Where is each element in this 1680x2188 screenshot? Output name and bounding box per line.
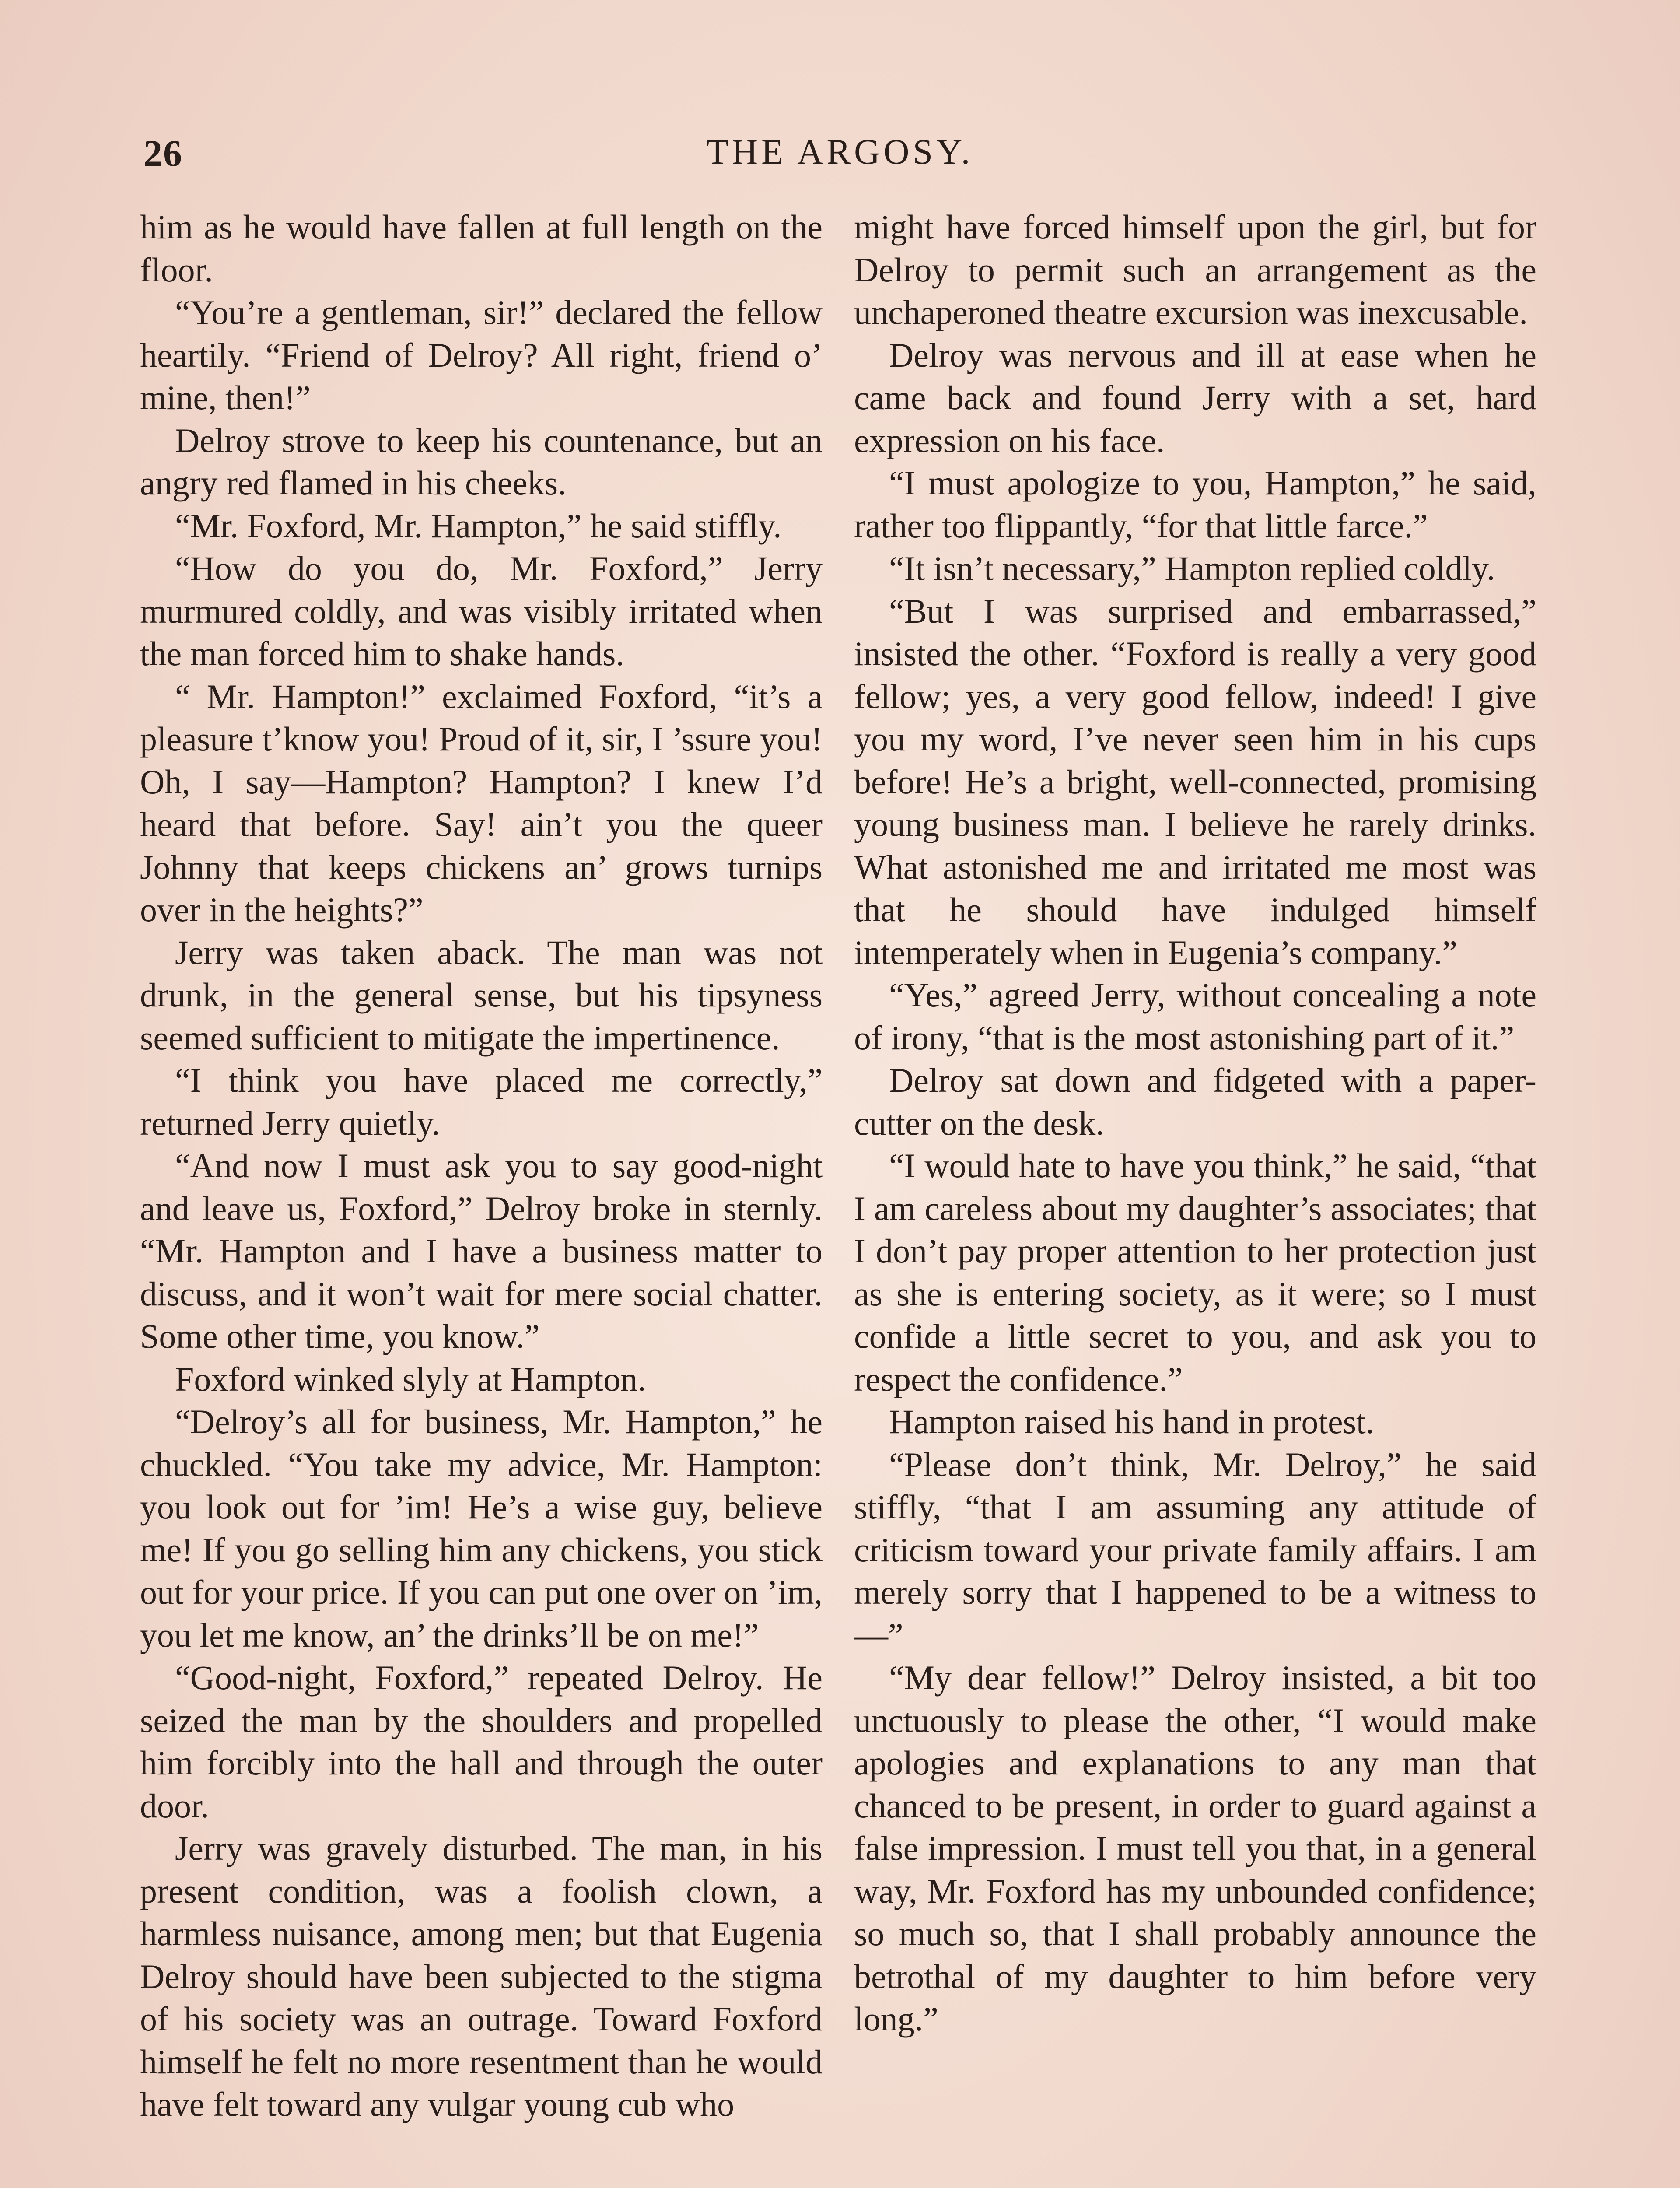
paragraph: “Mr. Foxford, Mr. Hampton,” he said stiffly. bbox=[175, 506, 782, 545]
paragraph: “But I was surprised and embarrassed,” insisted the other. “Foxford is really a very good fellow; yes, a very good fellow, indeed! I give you my word, I’ve never seen him in his cups before! He’s a bright, well-connected, promising young business man. I believe he rarely drinks. What astonished me and irritated me most was that he should have indulged himself intemperately when in Eugenia’s company.” bbox=[854, 592, 1536, 971]
paragraph: Jerry was taken aback. The man was not drunk, in the general sense, but his tipsyness seemed sufficient to mitigate the impertinence. bbox=[140, 933, 822, 1057]
paragraph: “I would hate to have you think,” he said, “that I am careless about my daughter’s associates; that I don’t pay proper attention to her protection just as she is entering society, as it were; so I must confide a little secret to you, and ask you to respect the confidence.” bbox=[854, 1147, 1536, 1398]
left-column bbox=[140, 206, 822, 2126]
running-head bbox=[140, 131, 1540, 184]
paragraph: “It isn’t necessary,” Hampton replied coldly. bbox=[889, 549, 1495, 587]
paragraph: Hampton raised his hand in protest. bbox=[889, 1403, 1375, 1441]
paragraph: “Yes,” agreed Jerry, without concealing a note of irony, “that is the most astonishing part of it.” bbox=[854, 976, 1536, 1057]
paragraph: “I must apologize to you, Hampton,” he said, rather too flippantly, “for that little farce.” bbox=[854, 464, 1536, 545]
paragraph: “My dear fellow!” Delroy insisted, a bit too unctuously to please the other, “I would make apologies and explanations to any man that chanced to be present, in order to guard against a false impression. I must tell you that, in a general way, Mr. Foxford has my unbounded confidence; so much so, that I shall probably announce the betrothal of my daughter to him before very long.” bbox=[854, 1659, 1536, 2038]
paragraph: Delroy sat down and fidgeted with a paper-cutter on the desk. bbox=[854, 1061, 1536, 1142]
right-column bbox=[854, 206, 1536, 2041]
paragraph: “And now I must ask you to say good-night and leave us, Foxford,” Delroy broke in sternly. “Mr. Hampton and I have a business matter to discuss, and it won’t wait for mere social chatter. Some other time, you know.” bbox=[140, 1147, 822, 1355]
paragraph: “Good-night, Foxford,” repeated Delroy. He seized the man by the shoulders and propelled him forcibly into the hall and through the outer door. bbox=[140, 1659, 822, 1825]
paragraph: Delroy strove to keep his countenance, but an angry red flamed in his cheeks. bbox=[140, 421, 822, 502]
paragraph: “Please don’t think, Mr. Delroy,” he said stiffly, “that I am assuming any attitude of criticism toward your private family affairs. I am merely sorry that I happened to be a witness to—” bbox=[854, 1445, 1536, 1654]
paragraph: “You’re a gentleman, sir!” declared the fellow heartily. “Friend of Delroy? All right, friend o’ mine, then!” bbox=[140, 293, 822, 417]
paragraph: “Delroy’s all for business, Mr. Hampton,” he chuckled. “You take my advice, Mr. Hampton: you look out for ’im! He’s a wise guy, believe me! If you go selling him any chickens, you stick out for your price. If you can put one over on ’im, you let me know, an’ the drinks’ll be on me!” bbox=[140, 1403, 822, 1654]
paragraph: Jerry was gravely disturbed. The man, in his present condition, was a foolish clown, a harmless nuisance, among men; but that Eugenia Delroy should have been subjected to the stigma of his society was an outrage. Toward Foxford himself he felt no more resentment than he would have felt toward any vulgar young cub who bbox=[140, 1829, 822, 2123]
paragraph: might have forced himself upon the girl, but for Delroy to permit such an arrangement as the unchaperoned theatre excursion was inexcusable. bbox=[854, 208, 1536, 331]
page-number: 26 bbox=[144, 132, 183, 174]
paragraph: “I think you have placed me correctly,” returned Jerry quietly. bbox=[140, 1061, 822, 1142]
paragraph: Foxford winked slyly at Hampton. bbox=[175, 1360, 646, 1398]
paragraph: “How do you do, Mr. Foxford,” Jerry murmured coldly, and was visibly irritated when the man forced him to shake hands. bbox=[140, 549, 822, 673]
paragraph: him as he would have fallen at full length on the floor. bbox=[140, 208, 822, 289]
paragraph: Delroy was nervous and ill at ease when he came back and found Jerry with a set, hard expression on his face. bbox=[854, 336, 1536, 459]
magazine-title: THE ARGOSY. bbox=[706, 132, 974, 172]
paragraph: “ Mr. Hampton!” exclaimed Foxford, “it’s a pleasure t’know you! Proud of it, sir, I ’ssure you! Oh, I say—Hampton? Hampton? I knew I’d heard that before. Say! ain’t you the queer Johnny that keeps chickens an’ grows turnips over in the heights?” bbox=[140, 677, 822, 929]
